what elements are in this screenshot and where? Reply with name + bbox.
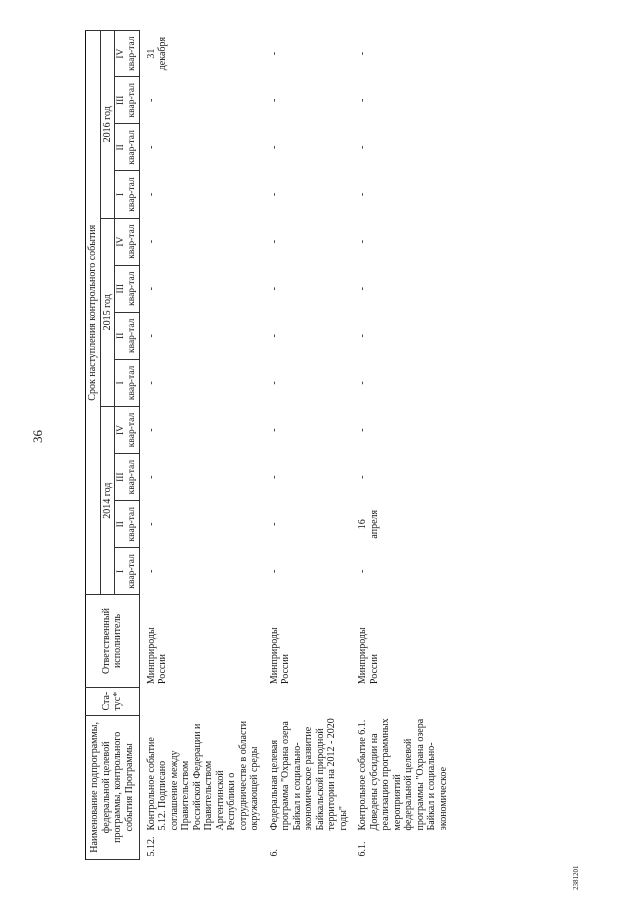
quarter-cell: - <box>357 381 369 385</box>
quarter-numeral: II <box>116 332 126 339</box>
header-quarter <box>115 31 140 77</box>
quarter-cell: - <box>268 51 280 56</box>
quarter-word: квар-тал <box>126 412 137 448</box>
quarter-cell: - <box>357 192 369 197</box>
quarter-cell: - <box>145 475 157 479</box>
quarter-cell: - <box>268 287 280 291</box>
header-quarter <box>115 501 140 548</box>
row-status <box>139 687 263 715</box>
quarter-numeral: I <box>116 569 126 573</box>
quarter-word: квар-тал <box>126 177 137 212</box>
row-name: Федеральная целевая программа "Охрана озера Байкал и социально-экономическое развитие Байкальской природной территории на 2012 - 2020 годы" <box>268 718 349 831</box>
quarter-cell: - <box>357 239 369 244</box>
table-row <box>139 31 263 860</box>
header-quarter <box>115 218 140 265</box>
quarter-cell: - <box>268 334 280 338</box>
quarter-numeral: IV <box>116 236 126 247</box>
quarter-cell: - <box>357 428 369 432</box>
quarter-cell: - <box>357 569 369 574</box>
quarter-cell: - <box>145 192 157 197</box>
quarter-cell: - <box>145 428 157 432</box>
quarter-word: квар-тал <box>126 507 137 542</box>
quarter-word: квар-тал <box>126 36 137 71</box>
header-quarter <box>115 77 140 124</box>
quarter-cell: - <box>268 98 280 102</box>
quarter-cell: - <box>268 569 280 574</box>
header-responsible: Ответственный исполнитель <box>86 595 140 687</box>
header-name: Наименование подпрограммы, федеральной целевой программы, контрольного события Программы <box>86 715 140 859</box>
quarter-word: квар-тал <box>126 318 137 354</box>
quarter-cell: - <box>357 51 369 56</box>
row-name: Контрольное событие 6.1. Доведены субсидии на реализацию программных мероприятий федеральной целевой программы "Охрана озера Байкал и социально-экономическое <box>357 718 449 831</box>
quarter-cell: - <box>357 287 369 291</box>
quarter-cell: - <box>145 569 157 574</box>
quarter-numeral: III <box>116 472 126 482</box>
row-status <box>351 687 451 715</box>
quarter-cell: - <box>145 98 157 102</box>
header-quarter <box>115 548 140 595</box>
quarter-cell: 31 декабря <box>145 36 169 71</box>
row-responsible: Минприроды России <box>145 627 169 685</box>
quarter-cell: - <box>145 239 157 244</box>
header-status: Ста-тус* <box>86 687 140 715</box>
quarter-cell: - <box>268 522 280 526</box>
quarter-numeral: I <box>116 381 126 385</box>
row-responsible: Минприроды России <box>268 627 292 685</box>
header-year-2016: 2016 год <box>100 31 115 219</box>
row-number: 6.1. <box>357 841 369 857</box>
quarter-numeral: III <box>116 283 126 294</box>
quarter-numeral: II <box>116 521 126 528</box>
quarter-word: квар-тал <box>126 365 137 401</box>
quarter-cell: - <box>268 239 280 244</box>
quarter-numeral: IV <box>116 48 126 59</box>
quarter-cell: - <box>268 381 280 385</box>
quarter-numeral: II <box>116 144 126 151</box>
row-number: 6. <box>268 849 280 857</box>
row-name: Контрольное событие 5.12. Подписано соглашение между Правительством Российской Федерации и Правительством Аргентинской Республики о сотрудничестве в области окружающей среды <box>145 720 261 831</box>
quarter-word: квар-тал <box>126 83 137 118</box>
header-quarter <box>115 454 140 501</box>
header-year-2014: 2014 год <box>100 406 115 594</box>
quarter-cell: - <box>145 522 157 526</box>
quarter-cell: - <box>357 145 369 150</box>
quarter-cell: - <box>268 475 280 479</box>
table-body <box>139 31 451 860</box>
quarter-cell: - <box>357 475 369 479</box>
header-quarter <box>115 265 140 312</box>
quarter-numeral: IV <box>116 425 126 436</box>
quarter-cell: - <box>145 145 157 150</box>
quarter-word: квар-тал <box>126 459 137 495</box>
quarter-cell: - <box>268 192 280 197</box>
quarter-cell: - <box>145 287 157 291</box>
quarter-cell: - <box>268 428 280 432</box>
header-quarter <box>115 171 140 218</box>
quarter-cell: - <box>268 145 280 150</box>
quarter-cell: - <box>145 334 157 338</box>
document-code: 2381201 <box>572 865 580 890</box>
row-number: 5.12. <box>145 836 157 857</box>
quarter-cell: - <box>145 381 157 385</box>
header-quarter <box>115 312 140 359</box>
header-quarter <box>115 359 140 406</box>
header-quarter <box>115 124 140 171</box>
quarter-cell: - <box>357 334 369 338</box>
rotated-table-page <box>85 30 565 860</box>
table-row <box>263 31 352 860</box>
page-number: 36 <box>30 430 45 443</box>
header-quarter <box>115 406 140 453</box>
table-row <box>351 31 451 860</box>
quarter-word: квар-тал <box>126 271 137 306</box>
quarter-word: квар-тал <box>126 224 137 259</box>
quarter-word: квар-тал <box>126 554 137 589</box>
control-events-table <box>85 30 451 860</box>
quarter-numeral: III <box>116 95 126 106</box>
row-status <box>263 687 352 715</box>
quarter-cell: 16 апреля <box>357 509 380 539</box>
quarter-numeral: I <box>116 192 126 197</box>
quarter-word: квар-тал <box>126 130 137 165</box>
row-responsible: Минприроды России <box>357 627 380 685</box>
header-year-2015: 2015 год <box>100 218 115 406</box>
quarter-cell: - <box>357 98 369 102</box>
header-deadline: Срок наступления контрольного события <box>86 31 101 595</box>
